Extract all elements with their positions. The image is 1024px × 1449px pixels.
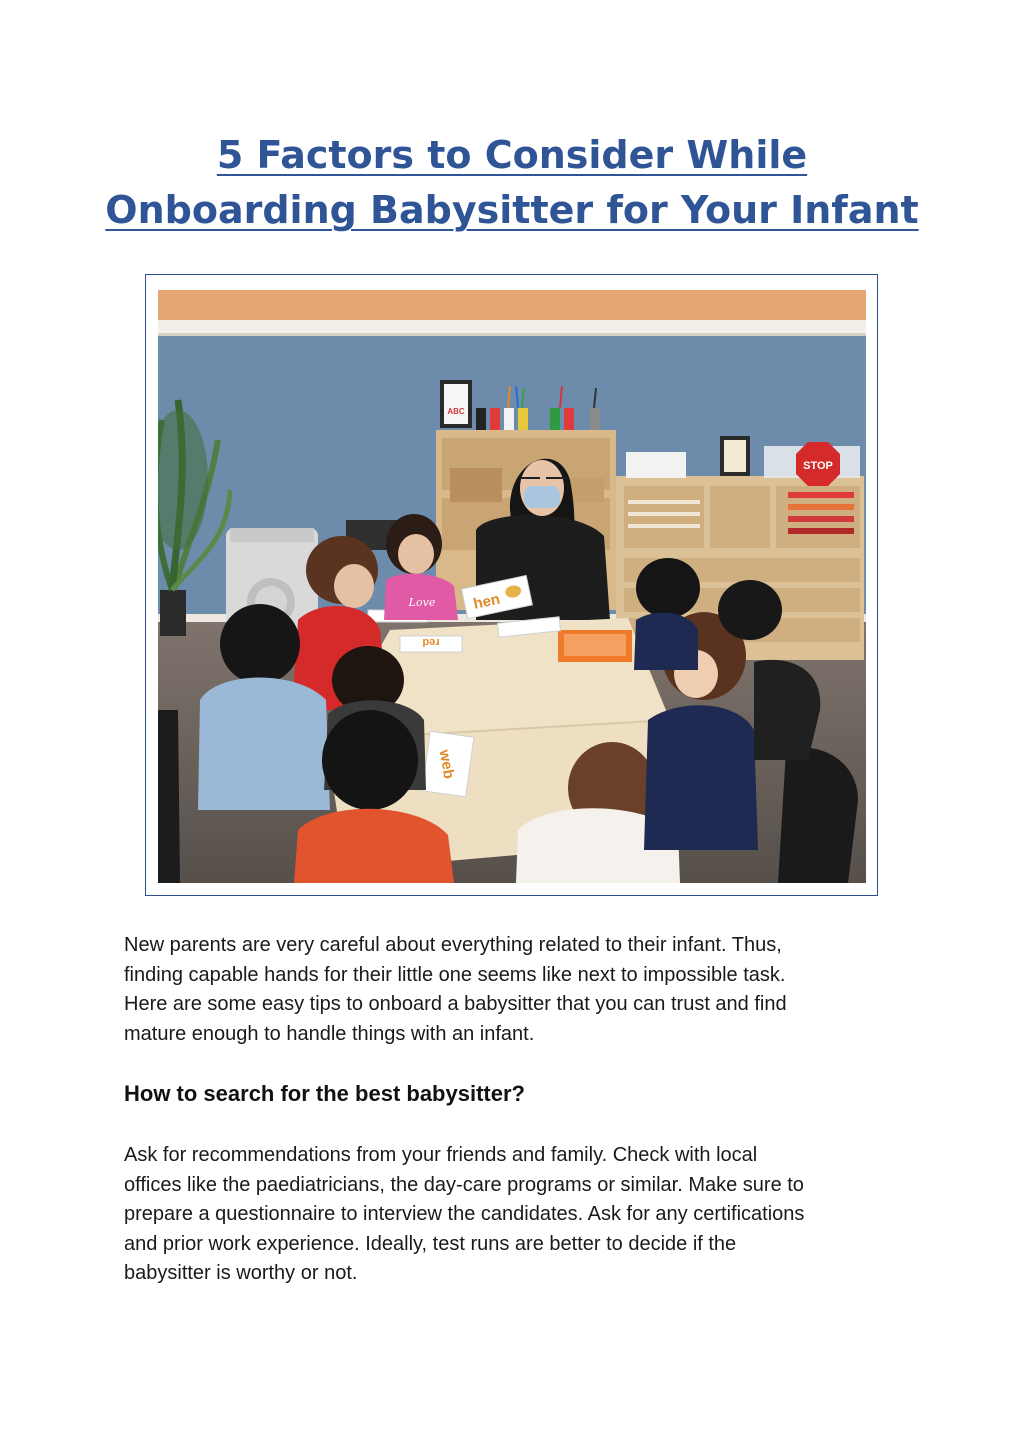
stop-sign-text: STOP [803, 460, 833, 472]
intro-paragraph [124, 931, 914, 1049]
shirt-text: Love [408, 596, 436, 609]
abc-poster [440, 380, 472, 428]
intro-line-1: New parents are very careful about everything related to their infant. Thus, [124, 934, 782, 956]
poster-text: ABC [447, 407, 465, 416]
section-heading: How to search for the best babysitter? [124, 1081, 525, 1106]
chair-right [778, 747, 858, 883]
card-red-text: red [422, 636, 440, 648]
page-title-link[interactable] [60, 128, 964, 238]
white-basket [626, 452, 686, 478]
word-card-web [422, 731, 474, 797]
title-line-2: Onboarding Babysitter for Your Infant [105, 188, 919, 232]
title-line-1: 5 Factors to Consider While [216, 133, 808, 177]
intro-line-2: finding capable hands for their little one seems like next to impossible task. [124, 963, 786, 986]
section-paragraph [124, 1141, 914, 1289]
chair-right-back [754, 660, 820, 760]
section-line-4: and prior work experience. Ideally, test runs are better to decide if the [124, 1232, 737, 1255]
page-title [60, 128, 964, 238]
photo-frame [145, 274, 878, 896]
card-hen-text: hen [471, 590, 502, 613]
section-line-3: prepare a questionnaire to interview the candidates. Ask for any certifications [124, 1203, 805, 1225]
wall-orange-band [158, 290, 866, 322]
intro-line-3: Here are some easy tips to onboard a babysitter that you can trust and find [124, 993, 787, 1015]
intro-line-4: mature enough to handle things with an infant. [124, 1022, 535, 1045]
section-line-5: babysitter is worthy or not. [124, 1262, 358, 1284]
classroom-photo [158, 290, 866, 883]
section-line-1: Ask for recommendations from your friends and family. Check with local [124, 1144, 758, 1166]
section-line-2: offices like the paediatricians, the day-care programs or similar. Make sure to [124, 1173, 804, 1196]
card-web-text: web [435, 748, 458, 781]
stop-sign [796, 442, 840, 486]
chair-left [158, 710, 180, 883]
word-card-red [400, 636, 462, 652]
